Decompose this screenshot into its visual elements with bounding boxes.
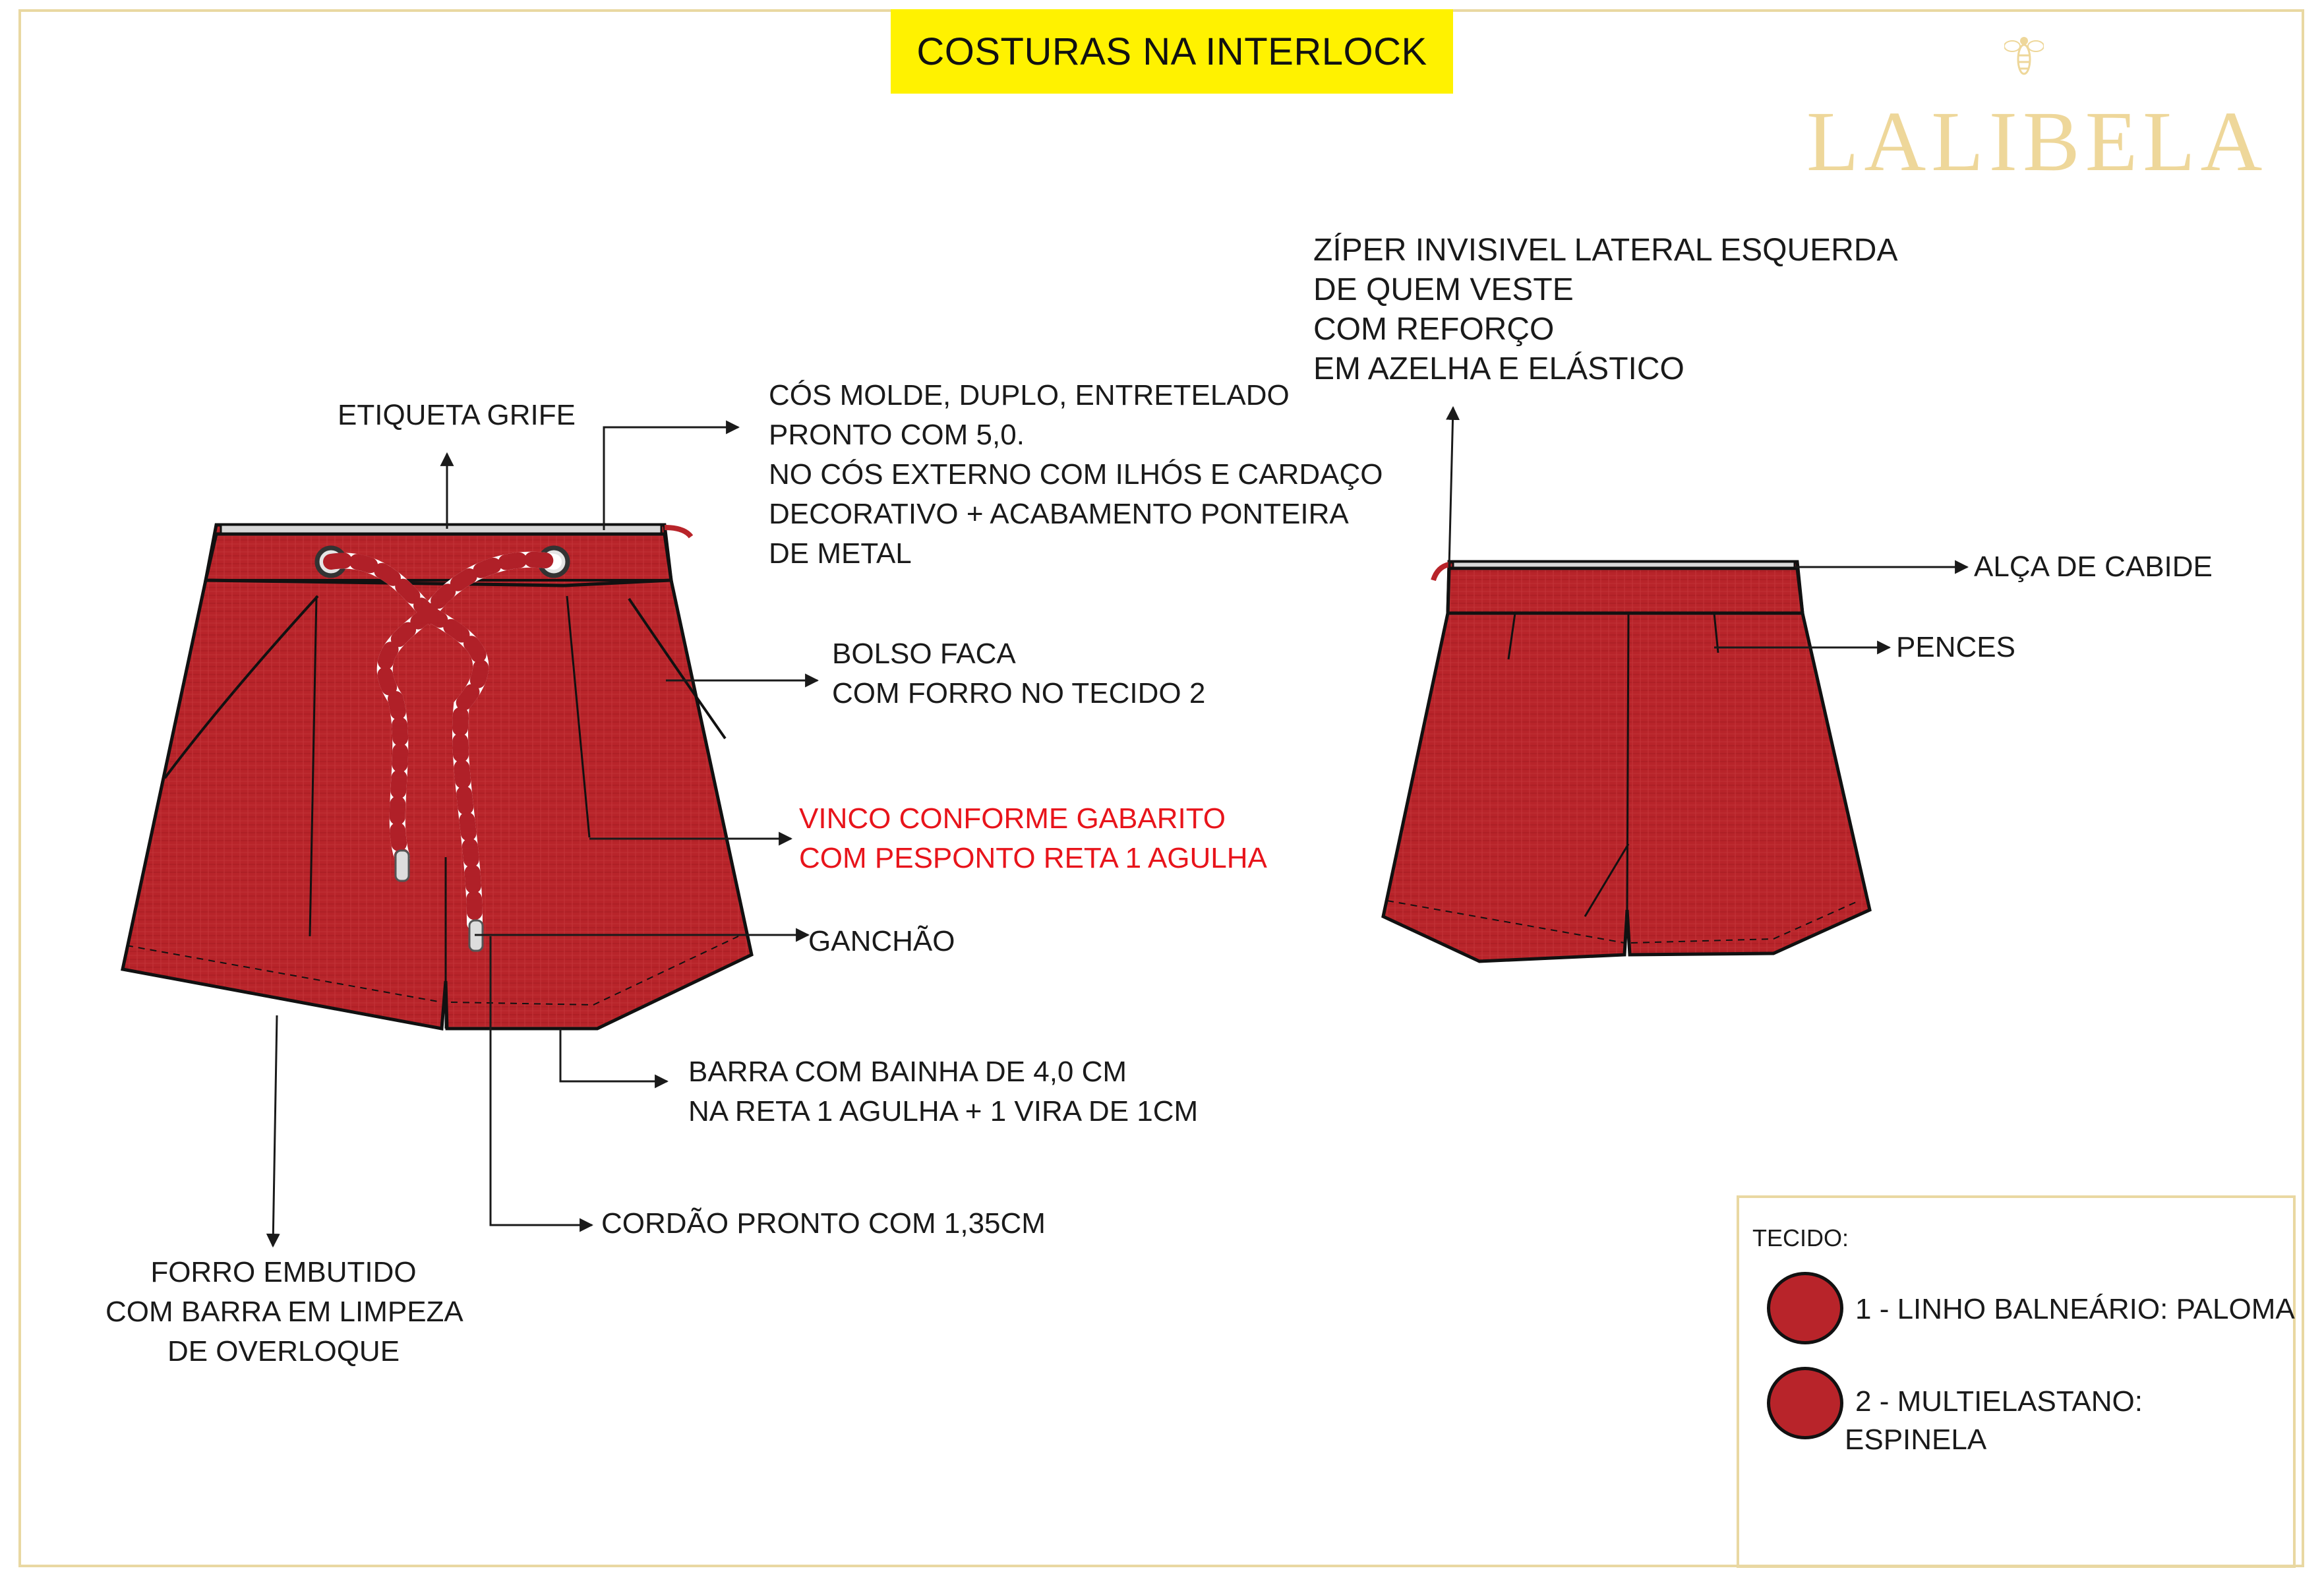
label-etiqueta-grife: ETIQUETA GRIFE (338, 399, 576, 431)
hanger-loop (665, 527, 691, 537)
legend-title: TECIDO: (1752, 1224, 1849, 1251)
fabric-swatch-2 (1767, 1367, 1843, 1439)
legend-item-2-line1: 2 - MULTIELASTANO: (1855, 1385, 2143, 1418)
label-forro-line: DE OVERLOQUE (167, 1335, 400, 1367)
label-cos-line: DECORATIVO + ACABAMENTO PONTEIRA (769, 498, 1349, 530)
label-cos-line: DE METAL (769, 537, 912, 570)
label-barra-line: NA RETA 1 AGULHA + 1 VIRA DE 1CM (688, 1095, 1199, 1127)
label-pences: PENCES (1896, 631, 2015, 663)
label-forro-line: COM BARRA EM LIMPEZA (105, 1296, 463, 1328)
dart-center (1627, 613, 1628, 910)
label-vinco-line: COM PESPONTO RETA 1 AGULHA (799, 842, 1267, 874)
legend-item-2-line2: ESPINELA (1845, 1424, 1987, 1456)
aglet-left (396, 851, 409, 881)
legend-item-1: 1 - LINHO BALNEÁRIO: PALOMA (1855, 1293, 2295, 1325)
label-cos-line: PRONTO COM 5,0. (769, 419, 1025, 451)
label-barra-line: BARRA COM BAINHA DE 4,0 CM (688, 1056, 1127, 1088)
label-alca-cabide: ALÇA DE CABIDE (1974, 551, 2213, 583)
label-cos (769, 376, 1383, 574)
back-shorts (1383, 562, 1870, 961)
label-bolso-line: COM FORRO NO TECIDO 2 (832, 677, 1206, 709)
label-bolso-line: BOLSO FACA (832, 638, 1016, 670)
label-vinco-line: VINCO CONFORME GABARITO (799, 802, 1226, 835)
label-forro (105, 1253, 462, 1371)
label-ziper-line: ZÍPER INVISIVEL LATERAL ESQUERDA (1313, 233, 1898, 268)
front-shorts (123, 525, 752, 1029)
label-vinco (799, 799, 1267, 878)
label-cordao: CORDÃO PRONTO COM 1,35CM (601, 1207, 1046, 1240)
label-cos-line: CÓS MOLDE, DUPLO, ENTRETELADO (769, 379, 1290, 411)
label-bolso (832, 634, 1205, 713)
front-waistband (206, 534, 671, 585)
label-forro-line: FORRO EMBUTIDO (150, 1256, 417, 1288)
label-ganchao: GANCHÃO (808, 925, 955, 957)
brand-name: LALIBELA (1806, 94, 2268, 189)
back-waistband (1448, 568, 1803, 613)
label-cos-line: NO CÓS EXTERNO COM ILHÓS E CARDAÇO (769, 458, 1383, 491)
fabric-legend (1737, 1195, 2296, 1568)
back-zipper-tab (1433, 564, 1449, 580)
label-barra (688, 1052, 1198, 1131)
label-ziper (1313, 231, 1897, 389)
label-ziper-line: EM AZELHA E ELÁSTICO (1313, 351, 1684, 386)
label-ziper-line: DE QUEM VESTE (1313, 272, 1574, 307)
fabric-swatch-1 (1767, 1272, 1843, 1344)
label-ziper-line: COM REFORÇO (1313, 312, 1555, 347)
page-title: COSTURAS NA INTERLOCK (916, 30, 1427, 73)
